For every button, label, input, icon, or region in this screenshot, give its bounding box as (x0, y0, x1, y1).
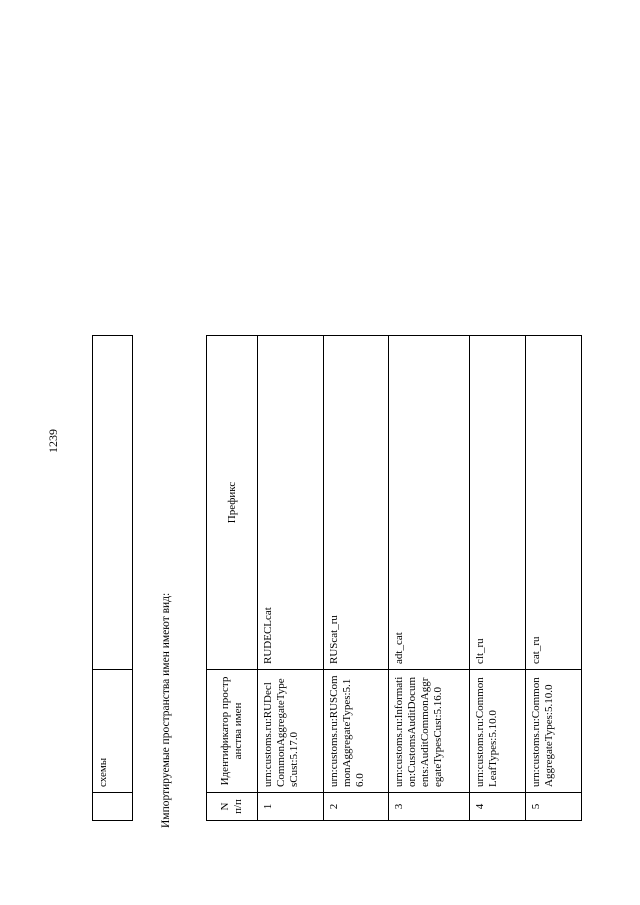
row-identifier: urn:customs.ru:RUDeclCommonAggregateTypesCust:5.17.0 (258, 670, 324, 793)
row-identifier: urn:customs.ru:CommonLeafTypes:5.10.0 (470, 670, 526, 793)
namespaces-table (206, 335, 582, 821)
continuation-cell-empty (93, 336, 133, 670)
table-header-row (207, 336, 258, 821)
row-num: 4 (470, 793, 526, 821)
table-row (389, 336, 470, 821)
row-num: 1 (258, 793, 324, 821)
row-identifier: urn:customs.ru:CommonAggregateTypes:5.10.0 (526, 670, 582, 793)
row-prefix: adt_cat (389, 336, 470, 670)
row-num: 2 (324, 793, 389, 821)
continuation-table-wrapper (92, 336, 132, 821)
table-row (324, 336, 389, 821)
row-identifier: urn:customs.ru:RUSCommonAggregateTypes:5.16.0 (324, 670, 389, 793)
row-prefix: RUDECLcat (258, 336, 324, 670)
table-row (258, 336, 324, 821)
continuation-cell-num (93, 793, 133, 821)
row-prefix: RUScat_ru (324, 336, 389, 670)
continuation-table (92, 335, 133, 821)
row-prefix: clt_ru (470, 336, 526, 670)
table-caption: Импортируемые пространства имен имеют вид: (160, 592, 172, 828)
continuation-cell-text: схемы (93, 670, 133, 793)
table-row (93, 336, 133, 821)
table-row (526, 336, 582, 821)
header-identifier: Идентификатор пространства имен (207, 670, 258, 793)
header-prefix: Префикс (207, 336, 258, 670)
row-identifier: urn:customs.ru:Information:CustomsAuditDocuments:AuditCommonAggregateTypesCust:5.16.0 (389, 670, 470, 793)
row-num: 3 (389, 793, 470, 821)
page-number: 1239 (46, 429, 60, 453)
header-num: N п/п (207, 793, 258, 821)
table-row (470, 336, 526, 821)
row-prefix: cat_ru (526, 336, 582, 670)
namespaces-table-wrapper (206, 336, 578, 821)
row-num: 5 (526, 793, 582, 821)
